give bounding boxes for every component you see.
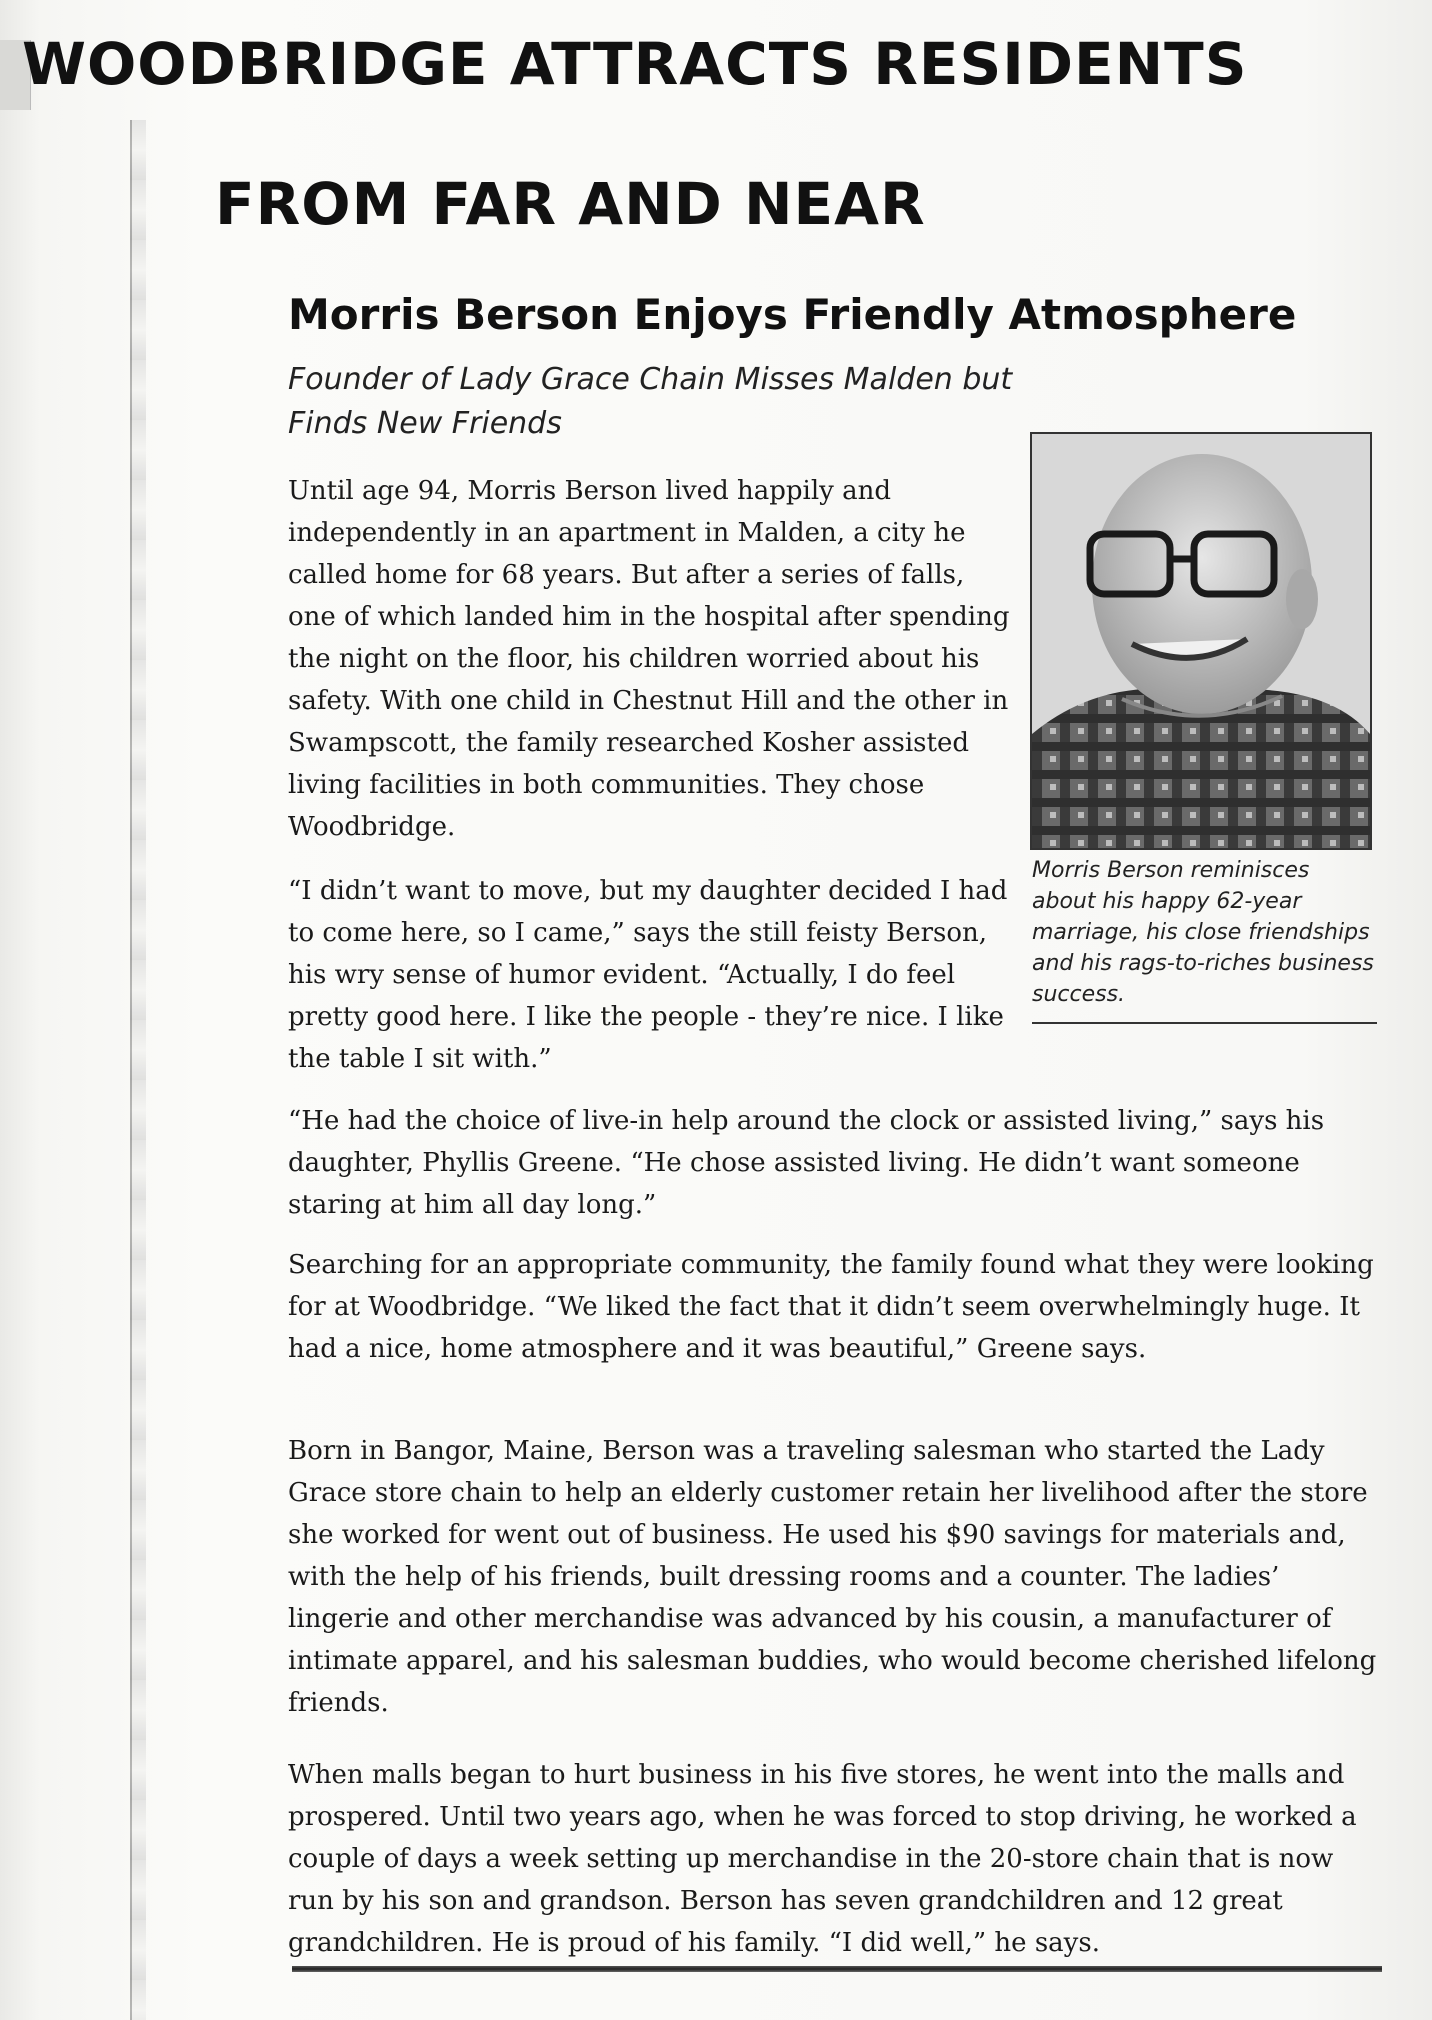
article-deck: Founder of Lady Grace Chain Misses Malden but Finds New Friends [288,362,1013,441]
headline-line-1: WOODBRIDGE ATTRACTS RESIDENTS [22,30,1248,98]
paragraph-5: Born in Bangor, Maine, Berson was a traveling salesman who started the Lady Grace store chain to help an elderly customer retain her livelihood after the store she worked for went out of business. He used his $90 savings for materials and, with the help of his friends, built dressing rooms and a counter. The ladies’ lingerie and other merchandise was advanced by his cousin, a manufacturer of intimate apparel, and his salesman buddies, who would become cherished lifelong friends. [288,1436,1377,1718]
paragraph-4: Searching for an appropriate community, the family found what they were looking for at Woodbridge. “We liked the fact that it didn’t seem overwhelmingly huge. It had a nice, home atmosphere and it was beautiful,” Greene says. [288,1250,1374,1364]
paragraph-3: “He had the choice of live-in help around the clock or assisted living,” says his daughter, Phyllis Greene. “He chose assisted living. He didn’t want someone staring at him all day long.” [288,1106,1325,1220]
bottom-rule [292,1966,1382,1972]
paragraph-2: “I didn’t want to move, but my daughter decided I had to come here, so I came,” says the still feisty Berson, his wry sense of humor evident. “Actually, I do feel pretty good here. I like the people - they’re nice. I like the table I sit with.” [288,876,1008,1074]
portrait-illustration [1032,434,1370,848]
torn-left-edge [130,120,146,2020]
portrait-photo [1030,432,1372,850]
paragraph-1: Until age 94, Morris Berson lived happily and independently in an apartment in Malden, a city he called home for 68 years. But after a series of falls, one of which landed him in the hospital after spending the night on the floor, his children worried about his safety. With one child in Chestnut Hill and the other in Swampscott, the family researched Kosher assisted living facilities in both communities. They chose Woodbridge. [288,476,1010,842]
photo-caption: Morris Berson reminisces about his happy 62-year marriage, his close friendships and his rags-to-riches business success. [1032,858,1374,1007]
caption-divider [1032,1022,1377,1024]
paragraph-6: When malls began to hurt business in his five stores, he went into the malls and prospered. Until two years ago, when he was forced to stop driving, he worked a couple of days a week setting up merchandise in the 20-store chain that is now run by his son and grandson. Berson has seven grandchildren and 12 great grandchildren. He is proud of his family. “I did well,” he says. [288,1760,1357,1958]
article-subhead: Morris Berson Enjoys Friendly Atmosphere [288,290,1297,339]
headline-line-2: FROM FAR AND NEAR [215,170,926,238]
